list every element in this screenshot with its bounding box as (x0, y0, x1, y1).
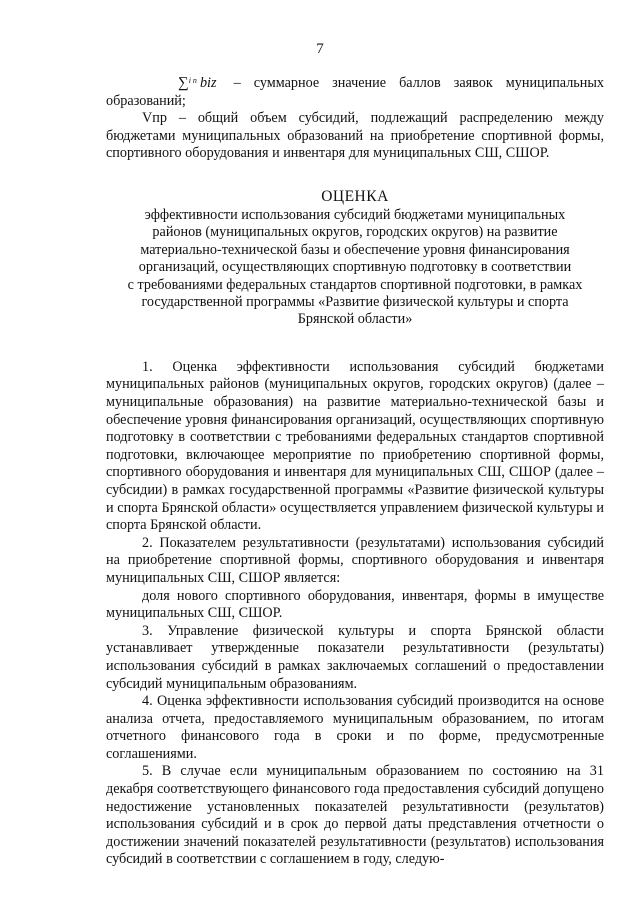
sum-definition-text: – суммарное значение баллов заявок муниципальных образований; (106, 75, 604, 109)
sum-symbol: ∑ (178, 75, 189, 91)
sum-definition (106, 72, 604, 110)
document-body (106, 72, 604, 869)
paragraph-4: 4. Оценка эффективности использования субсидий производится на основе анализа отчета, предоставляемого муниципальным образованием, по итогам отчетного финансового года в сроки и по форме, предусмотренные соглашениями. (106, 693, 604, 762)
heading-line: государственной программы «Развитие физической культуры и спорта (141, 294, 569, 310)
heading-line: организаций, осуществляющих спортивную подготовку в соответствии (138, 259, 572, 276)
heading-line: с требованиями федеральных стандартов спортивной подготовки, в рамках (127, 276, 583, 293)
spacer (106, 329, 604, 359)
sum-variable: biz (199, 75, 217, 91)
heading-line: Брянской области» (297, 311, 413, 328)
heading-line: эффективности использования субсидий бюджетами муниципальных (144, 206, 566, 223)
vnp-definition: Vпр – общий объем субсидий, подлежащий распределению между бюджетами муниципальных образований на приобретение спортивной формы, спортивного оборудования и инвентаря для муниципальных СШ, СШОР. (106, 110, 604, 162)
page-number: 7 (316, 41, 324, 57)
paragraph-3: 3. Управление физической культуры и спорта Брянской области устанавливает утвержденные показатели результативности (результаты) использования субсидий в рамках заключаемых соглашений о предоставлении субсидий муниципальным образованиям. (106, 622, 604, 692)
heading-line: материально-технической базы и обеспечение уровня финансирования (140, 241, 570, 258)
paragraph-5: 5. В случае если муниципальным образованием по состоянию на 31 декабря соответствующего финансового года предоставления субсидий допущено недостижение установленных показателей результативности (результатов) использования субсидий и в срок до первой даты представления отчетности о достижении значений показателей результативности (результатов) использования субсидий в соответствии с соглашением в году, следую- (106, 763, 604, 868)
spacer (106, 163, 604, 188)
heading-line: районов (муниципальных округов, городских округов) на развитие (152, 224, 558, 241)
paragraph-1: 1. Оценка эффективности использования субсидий бюджетами муниципальных районов (муниципальных округов, городских округов) (далее – муниципальные образования) на развитие материально-технической базы и обеспечение уровня финансирования организаций, осуществляющих спортивную подготовку в соответствии с требованиями федеральных стандартов спортивной подготовки, включающее мероприятие по приобретению спортивной формы, спортивного оборудования и инвентаря для муниципальных СШ, СШОР (далее – субсидии) в рамках государственной программы «Развитие физической культуры и спорта Брянской области» осуществляется управлением физической культуры и спорта Брянской области. (106, 358, 604, 534)
sum-limits: i n (188, 76, 197, 85)
paragraph-2-indicator: доля нового спортивного оборудования, инвентаря, формы в имуществе муниципальных СШ, СШОР. (106, 587, 604, 622)
paragraph-2: 2. Показателем результативности (результатами) использования субсидий на приобретение спортивной формы, спортивного оборудования и инвентаря муниципальных СШ, СШОР является: (106, 534, 604, 586)
sum-formula (142, 72, 217, 93)
heading-title: ОЦЕНКА (321, 187, 389, 205)
assessment-heading (106, 188, 604, 329)
